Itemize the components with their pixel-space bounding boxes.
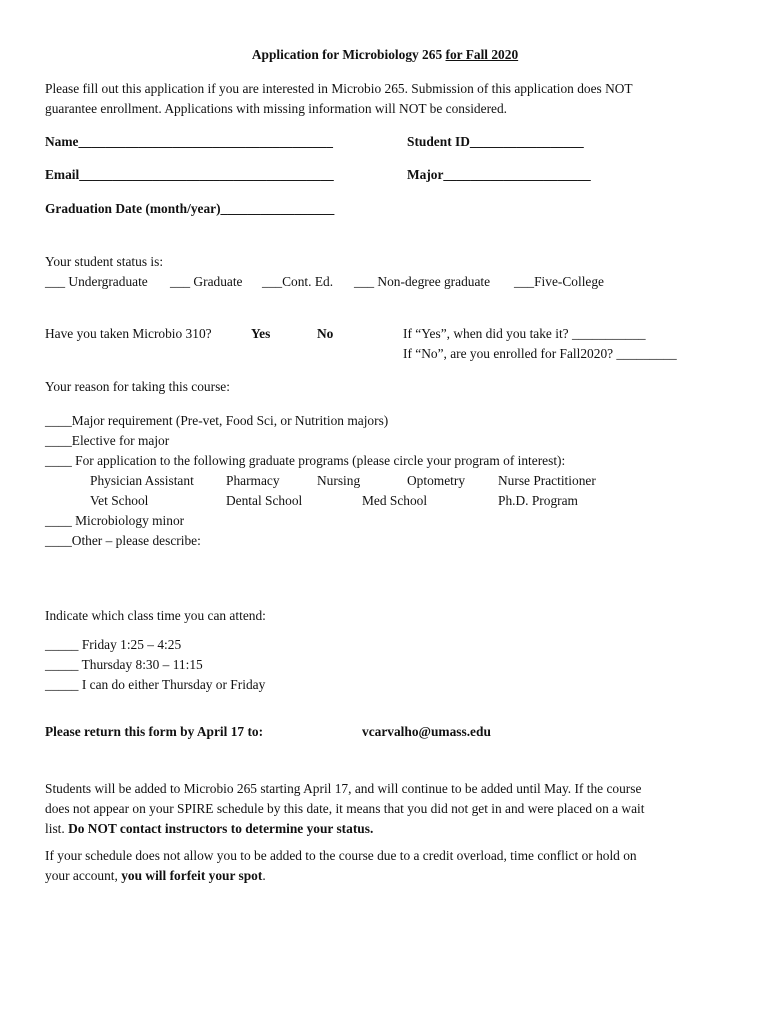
- microbio310-if-no[interactable]: If “No”, are you enrolled for Fall2020? _________: [403, 346, 677, 361]
- microbio310-question: Have you taken Microbio 310?: [45, 326, 212, 341]
- notice-line-3: [45, 820, 373, 838]
- title-term: for Fall 2020: [445, 47, 519, 62]
- status-cont-ed[interactable]: ___Cont. Ed.: [262, 274, 334, 289]
- status-non-degree[interactable]: ___ Non-degree graduate: [354, 274, 491, 289]
- forfeit-line-2-bold: you will forfeit your spot: [121, 868, 263, 883]
- notice-line-1: Students will be added to Microbio 265 starting April 17, and will continue to be added until May. If the course: [45, 781, 642, 796]
- program-nurse-practitioner[interactable]: Nurse Practitioner: [498, 473, 596, 488]
- student-id-field[interactable]: Student ID_________________: [407, 134, 584, 149]
- forfeit-line-2-prefix: your account,: [45, 868, 122, 883]
- status-undergraduate[interactable]: ___ Undergraduate: [45, 274, 148, 289]
- program-vet-school[interactable]: Vet School: [90, 493, 149, 508]
- reason-minor[interactable]: ____ Microbiology minor: [45, 513, 185, 528]
- program-phd[interactable]: Ph.D. Program: [498, 493, 578, 508]
- notice-line-3-prefix: list.: [45, 821, 69, 836]
- status-five-college[interactable]: ___Five-College: [514, 274, 605, 289]
- page-title: [0, 46, 770, 64]
- program-physician-assistant[interactable]: Physician Assistant: [90, 473, 194, 488]
- reason-major-requirement[interactable]: ____Major requirement (Pre-vet, Food Sci, or Nutrition majors): [45, 413, 389, 428]
- intro-line-2: guarantee enrollment. Applications with missing information will NOT be considered.: [45, 101, 508, 116]
- status-prompt: Your student status is:: [45, 254, 164, 269]
- status-graduate[interactable]: ___ Graduate: [170, 274, 243, 289]
- reason-other[interactable]: ____Other – please describe:: [45, 533, 201, 548]
- forfeit-line-2-suffix: .: [262, 868, 266, 883]
- notice-line-3-bold: Do NOT contact instructors to determine your status.: [68, 821, 374, 836]
- name-field[interactable]: Name______________________________________: [45, 134, 333, 149]
- class-time-either[interactable]: _____ I can do either Thursday or Friday: [45, 677, 266, 692]
- forfeit-line-1: If your schedule does not allow you to be added to the course due to a credit overload, time conflict or hold on: [45, 848, 637, 863]
- microbio310-yes[interactable]: Yes: [251, 326, 271, 341]
- microbio310-if-yes[interactable]: If “Yes”, when did you take it? ___________: [403, 326, 646, 341]
- class-time-prompt: Indicate which class time you can attend:: [45, 608, 266, 623]
- email-field[interactable]: Email______________________________________: [45, 167, 334, 182]
- class-time-thursday[interactable]: _____ Thursday 8:30 – 11:15: [45, 657, 203, 672]
- intro-line-1: Please fill out this application if you are interested in Microbio 265. Submission of this application does NOT: [45, 81, 633, 96]
- program-optometry[interactable]: Optometry: [407, 473, 466, 488]
- reason-elective[interactable]: ____Elective for major: [45, 433, 170, 448]
- program-dental-school[interactable]: Dental School: [226, 493, 303, 508]
- major-field[interactable]: Major______________________: [407, 167, 591, 182]
- program-med-school[interactable]: Med School: [362, 493, 428, 508]
- reason-prompt: Your reason for taking this course:: [45, 379, 230, 394]
- class-time-friday[interactable]: _____ Friday 1:25 – 4:25: [45, 637, 182, 652]
- return-label: Please return this form by April 17 to:: [45, 724, 264, 739]
- program-nursing[interactable]: Nursing: [317, 473, 361, 488]
- title-prefix: Application for Microbiology 265: [251, 47, 446, 62]
- notice-line-2: does not appear on your SPIRE schedule by this date, it means that you did not get in and were placed on a wait: [45, 801, 645, 816]
- microbio310-no[interactable]: No: [317, 326, 334, 341]
- reason-graduate-programs[interactable]: ____ For application to the following graduate programs (please circle your program of interest):: [45, 453, 566, 468]
- forfeit-line-2: [45, 867, 266, 885]
- graduation-date-field[interactable]: Graduation Date (month/year)_________________: [45, 201, 335, 216]
- return-email[interactable]: vcarvalho@umass.edu: [362, 724, 491, 739]
- program-pharmacy[interactable]: Pharmacy: [226, 473, 280, 488]
